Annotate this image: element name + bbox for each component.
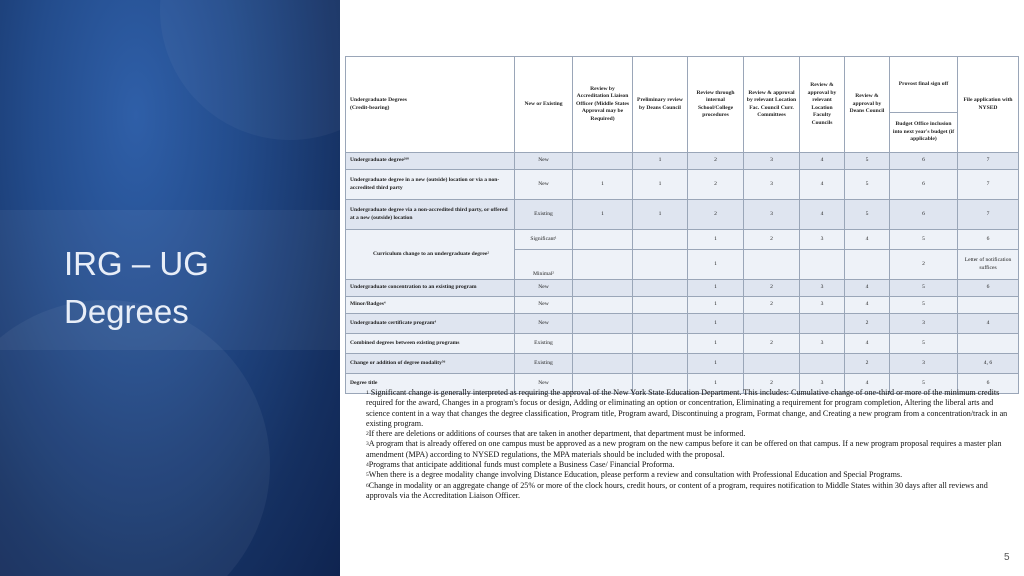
table-row: Undergraduate degree in a new (outside) location or via a non-accredited third party New 1 1 2 3 4 5 6 7 xyxy=(346,170,1019,200)
footnote-6: $^6$Change in modality or an aggregate change of 25% or more of the clock hours, credit hours, or content of a program, requires notification to Middle States within 30 days after all reviews and approvals via the Accreditation Liaison Officer. xyxy=(366,480,988,500)
table-row: Degree title New 1 2 3 4 5 6 xyxy=(346,374,1019,394)
page-number: 5 xyxy=(1004,552,1010,563)
footnote-5: $^5$When there is a degree modality change involving Distance Education, please perform a review and consultation with Professional Education and Special Programs. xyxy=(366,470,903,480)
table-row: Undergraduate concentration to an existing program New 1 2 3 4 5 6 xyxy=(346,280,1019,297)
table-row-curriculum-minimal: Minimal² 1 2 Letter of notification suffices xyxy=(346,250,1019,280)
approval-matrix-table xyxy=(345,56,1019,394)
header-nysed: File application with NYSED xyxy=(958,57,1019,153)
table-row: Undergraduate degree²⁶⁸ New 1 2 3 4 5 6 7 xyxy=(346,153,1019,170)
header-faculty-councils: Review & approval by relevant Location Faculty Councils xyxy=(800,57,845,153)
slide-title-line-2: Degrees xyxy=(64,293,189,330)
table-row: Combined degrees between existing programs Existing 1 2 3 4 5 xyxy=(346,334,1019,354)
table-row: Undergraduate degree via a non-accredited third party, or offered at a new (outside) location Existing 1 1 2 3 4 5 6 7 xyxy=(346,200,1019,230)
table-row: Change or addition of degree modality⁵⁶ Existing 1 2 3 4, 6 xyxy=(346,354,1019,374)
table-row: Minor/Badges⁴ New 1 2 3 4 5 xyxy=(346,297,1019,314)
footnote-1: $^1$ Significant change is generally interpreted as requiring the approval of the New York State Education Department. This includes: Cumulative change of one-third or more of the minimum credits required for the award, Changes in a program's focus or design, Adding or eliminating an option or concentration, Eliminating a requirement for program completion, Altering the liberal arts and science content in a way that changes the degree classification, Program title, Program award, Discontinuing a program, Format change, and Creating a new program from a concentration/track in an existing program. xyxy=(366,388,1008,428)
background-circle xyxy=(160,0,340,140)
header-deans-preliminary: Preliminary review by Deans Council xyxy=(633,57,688,153)
header-provost: Provost final sign off xyxy=(890,57,958,113)
header-degrees: Undergraduate Degrees (Credit-bearing) xyxy=(346,57,515,153)
header-deans-approval: Review & approval by Deans Council xyxy=(845,57,890,153)
header-internal-review: Review through internal School/College procedures xyxy=(688,57,744,153)
footnote-2: $^2$If there are deletions or additions of courses that are taken in another department, that department must be informed. xyxy=(366,429,746,439)
header-curr-committees: Review & approval by relevant Location Fac. Council Curr. Committees xyxy=(744,57,800,153)
slide-title-line-1: IRG – UG xyxy=(64,245,209,282)
header-budget-office: Budget Office inclusion into next year's budget (if applicable) xyxy=(890,113,958,153)
footnotes xyxy=(366,388,1011,501)
header-accreditation-review: Review by Accreditation Liaison Officer (Middle States Approval may be Required) xyxy=(573,57,633,153)
slide-title xyxy=(64,240,209,336)
footnote-4: $^4$Programs that anticipate additional funds must complete a Business Case/ Financial Proforma. xyxy=(366,460,675,470)
header-new-or-existing: New or Existing xyxy=(515,57,573,153)
table-row-curriculum-significant: Curriculum change to an undergraduate degree² Significant¹ 1 2 3 4 5 6 xyxy=(346,230,1019,250)
table-row: Undergraduate certificate program⁴ New 1 2 3 4 xyxy=(346,314,1019,334)
curriculum-label: Curriculum change to an undergraduate degree² xyxy=(346,230,515,280)
title-panel xyxy=(0,0,340,576)
footnote-3: $^3$A program that is already offered on one campus must be approved as a new program on the new campus before it can be offered on that campus. If a new program proposal requires a master plan amendment (MPA) according to NYSED regulations, the MPA materials should be included with the proposal. xyxy=(366,439,1002,459)
